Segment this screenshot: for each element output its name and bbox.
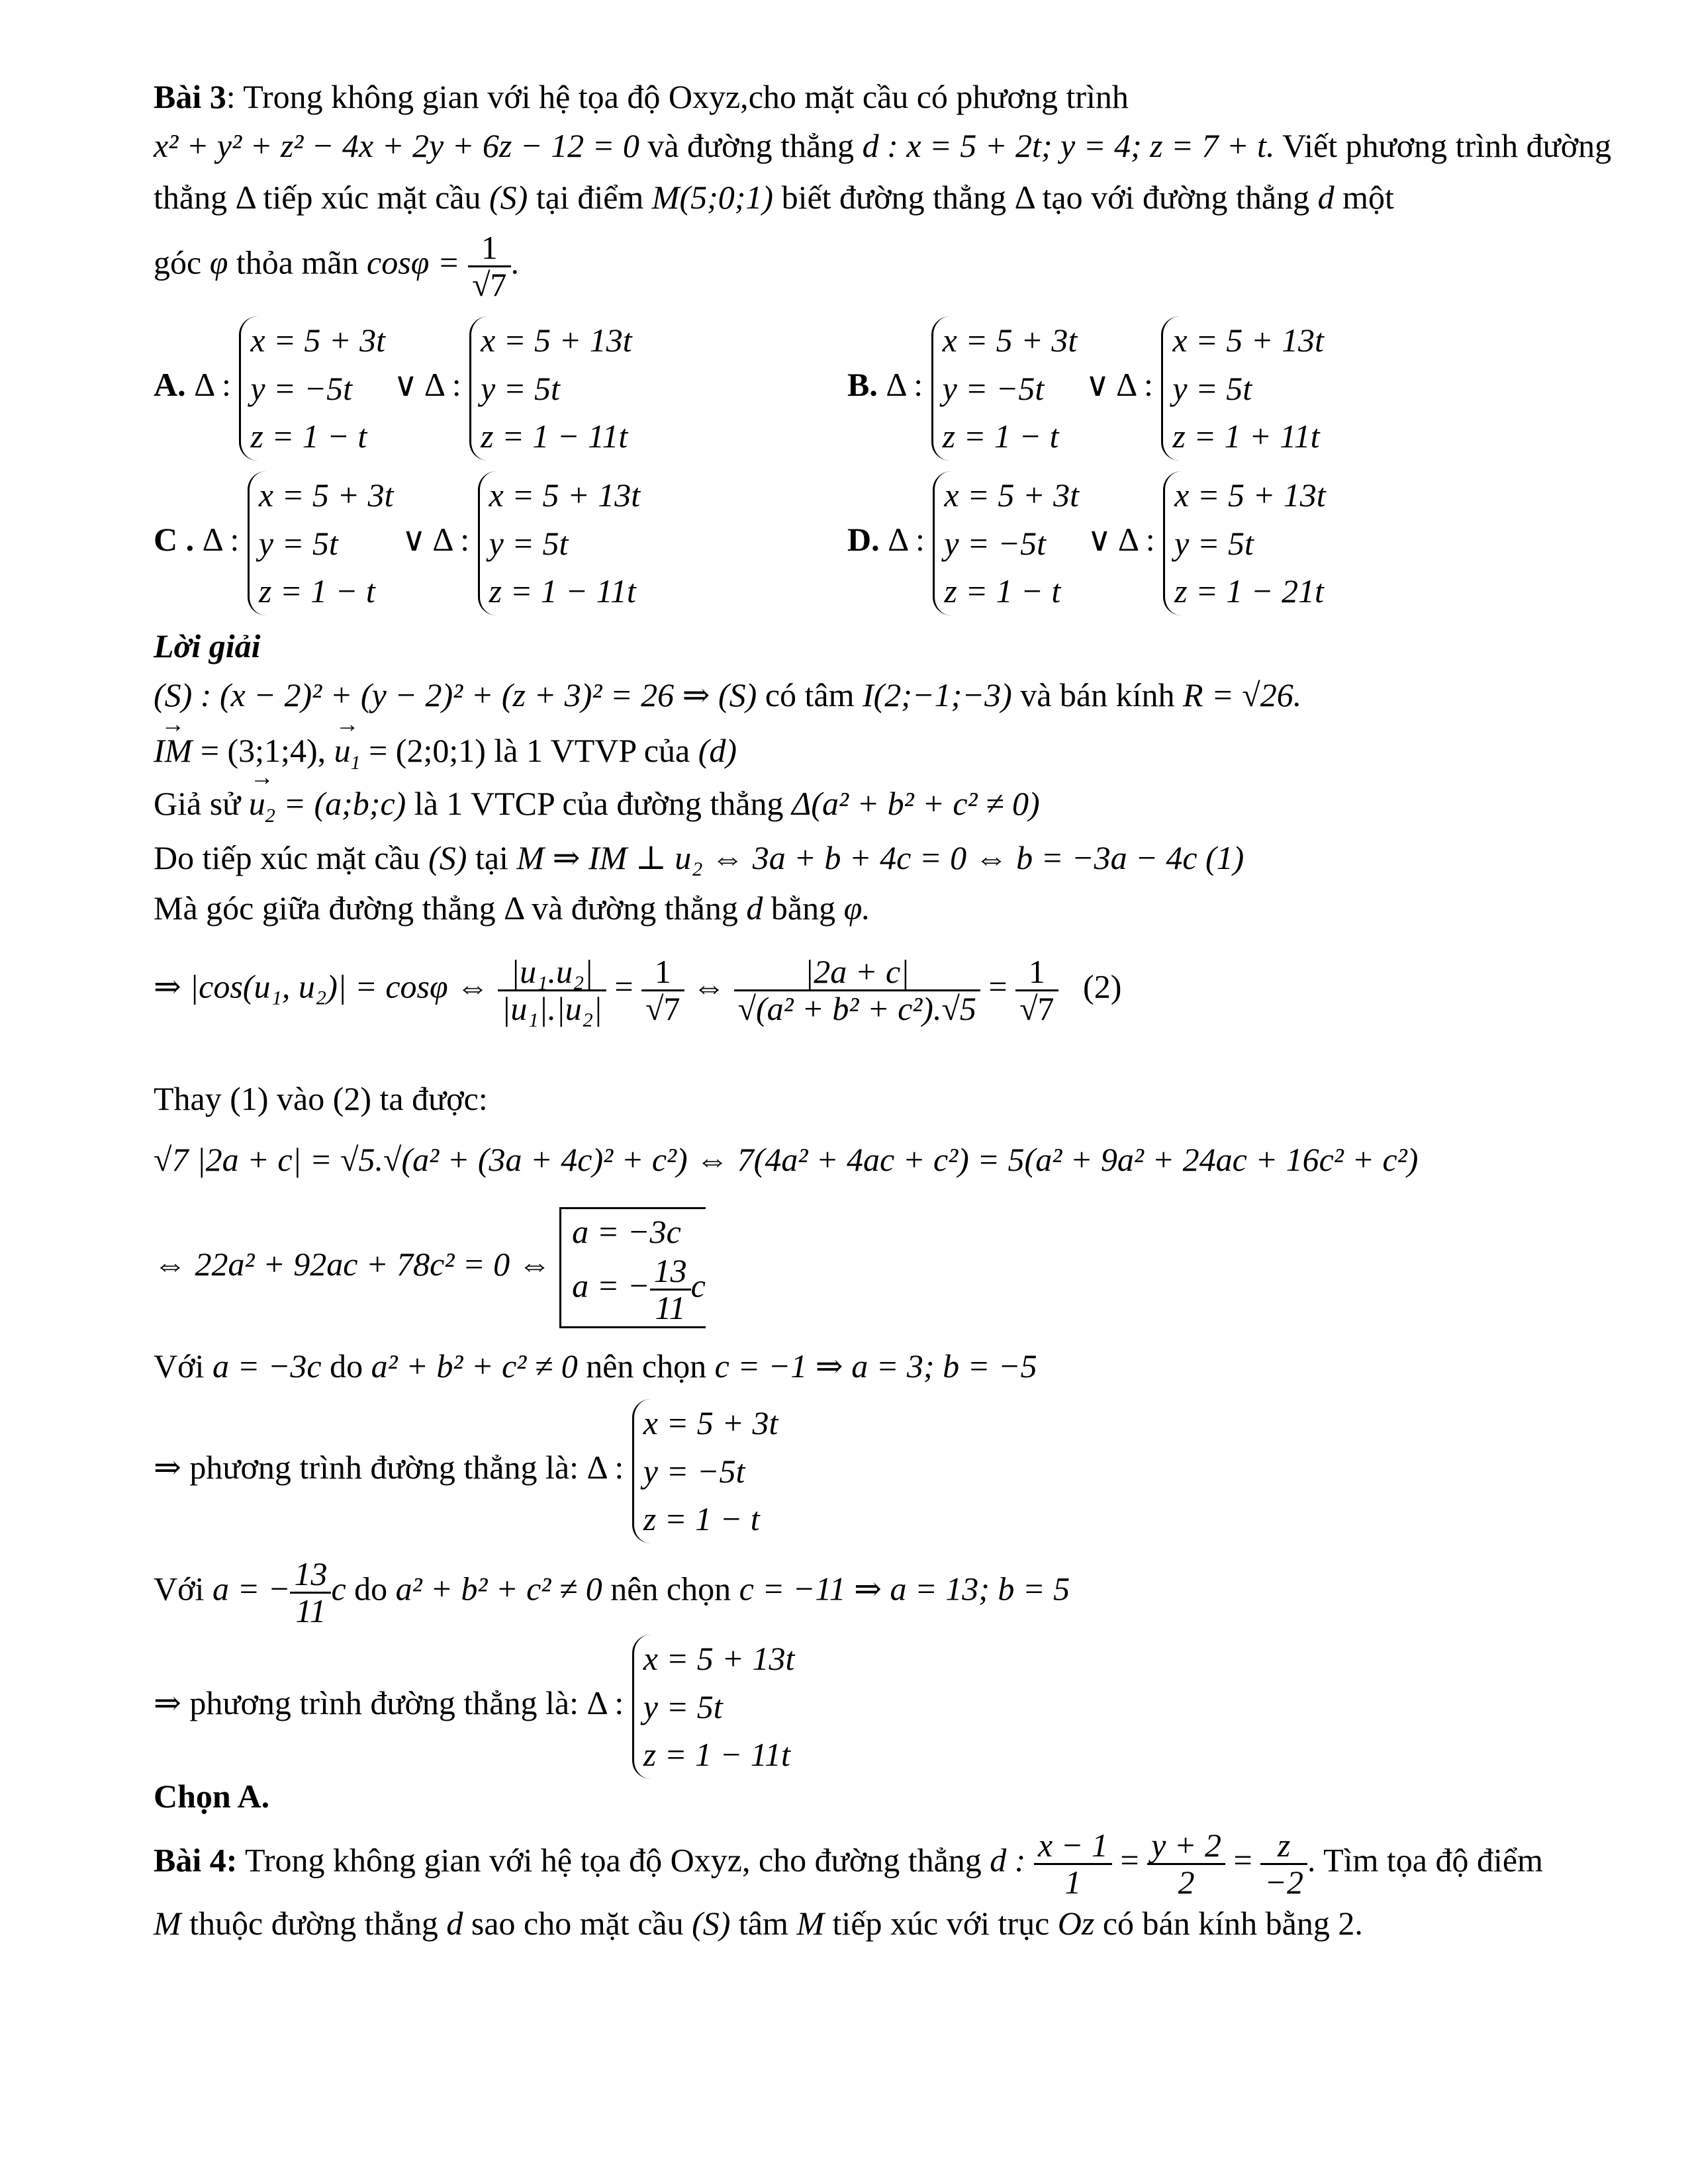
option-a-system-1: x = 5 + 3t y = −5t z = 1 − t <box>239 316 385 461</box>
sphere-equation: x² + y² + z² − 4x + 2y + 6z − 12 = 0 <box>154 127 639 164</box>
solution-step-10: Với a = −3c do a² + b² + c² ≠ 0 nên chọn c = −1 ⇒ a = 3; b = −5 <box>154 1347 1037 1385</box>
solution-step-11: ⇒ phương trình đường thẳng là: Δ : x = 5 + 3t y = −5t z = 1 − t <box>154 1399 778 1543</box>
chosen-answer: Chọn A. <box>154 1778 270 1815</box>
bai4-line2: M thuộc đường thẳng d sao cho mặt cầu (S) tâm M tiếp xúc với trục Oz có bán kính bằng 2. <box>154 1905 1363 1942</box>
option-b-system-1: x = 5 + 3t y = −5t z = 1 − t <box>931 316 1078 461</box>
bai3-line1: Bài 3: Trong không gian với hệ tọa độ Oxyz,cho mặt cầu có phương trình <box>154 78 1129 115</box>
solution-step-7: Thay (1) vào (2) ta được: <box>154 1080 488 1117</box>
solution-step-9: ⇔ 22a² + 92ac + 78c² = 0 ⇔ a = −3c a = − $\frac{13}{11}$ c <box>154 1207 706 1328</box>
option-b-system-2: x = 5 + 13t y = 5t z = 1 + 11t <box>1161 316 1324 461</box>
solution-step-1: (S) : (x − 2)² + (y − 2)² + (z + 3)² = 26 ⇒ (S) có tâm I(2;−1;−3) và bán kính R = √26. <box>154 676 1302 713</box>
bai3-line3: thẳng Δ tiếp xúc mặt cầu (S) tại điểm M(5;0;1) biết đường thẳng Δ tạo với đường thẳng d một <box>154 179 1394 216</box>
bai4-title: Bài 4: <box>154 1841 238 1879</box>
option-c-system-1: x = 5 + 3t y = 5t z = 1 − t <box>248 471 394 615</box>
line-d-equation: d : x = 5 + 2t; y = 4; z = 7 + t. <box>862 127 1275 164</box>
option-c-system-2: x = 5 + 13t y = 5t z = 1 − 11t <box>478 471 641 615</box>
option-a-system-2: x = 5 + 13t y = 5t z = 1 − 11t <box>469 316 632 461</box>
option-d-system-1: x = 5 + 3t y = −5t z = 1 − t <box>933 471 1079 615</box>
solution-step-5: Mà góc giữa đường thẳng Δ và đường thẳng d bằng φ. <box>154 889 870 927</box>
option-b[interactable]: B. Δ : x = 5 + 3t y = −5t z = 1 − t ∨ Δ : x = 5 + 13t y = 5t z = 1 + 11t <box>847 316 1324 461</box>
option-a[interactable]: A. Δ : x = 5 + 3t y = −5t z = 1 − t ∨ Δ : x = 5 + 13t y = 5t z = 1 − 11t <box>154 316 632 461</box>
solution-step-2: → IM = (3;1;4), → $u_1$ = (2;0;1) là 1 VTVP của (d) <box>154 732 737 775</box>
solution-step-8: √7 |2a + c| = √5.√(a² + (3a + 4c)² + c²) ⇔ 7(4a² + 4ac + c²) = 5(a² + 9a² + 24ac + 16c² + c²) <box>154 1141 1419 1178</box>
fraction-1-over-sqrt7: $\frac{1}{√7}$ <box>468 230 510 302</box>
solution-system-1: x = 5 + 3t y = −5t z = 1 − t <box>632 1399 778 1543</box>
solution-step-12: Với a = − $\frac{13}{11}$ c do a² + b² + c² ≠ 0 nên chọn c = −11 ⇒ a = 13; b = 5 <box>154 1555 1070 1629</box>
option-c[interactable]: C . Δ : x = 5 + 3t y = 5t z = 1 − t ∨ Δ : x = 5 + 13t y = 5t z = 1 − 11t <box>154 471 640 615</box>
solution-heading: Lời giải <box>154 627 261 664</box>
bai3-title: Bài 3 <box>154 78 226 115</box>
solution-step-6: ⇒ |cos(u₁, u₂)| = cosφ ⇔ $\frac{\text{|u₁.u₂|}}{\text{|u₁|.|u₂|}}$ = $\frac{1}{√7}$ ⇔ $\frac{|2a + c|}{\text{√(a² + b² + c²).√5}}$ = $\frac{1}{√7}$ (2) <box>154 953 1122 1027</box>
solution-system-2: x = 5 + 13t y = 5t z = 1 − 11t <box>632 1635 795 1779</box>
option-d-system-2: x = 5 + 13t y = 5t z = 1 − 21t <box>1163 471 1326 615</box>
option-d[interactable]: D. Δ : x = 5 + 3t y = −5t z = 1 − t ∨ Δ : x = 5 + 13t y = 5t z = 1 − 21t <box>847 471 1326 615</box>
point-M: M(5;0;1) <box>651 179 774 216</box>
bai3-line4: góc φ thỏa mãn cosφ = $\frac{1}{√7}$ . <box>154 229 520 303</box>
solution-step-3: Giả sử → $u_2$ = (a;b;c) là 1 VTCP của đường thẳng Δ(a² + b² + c² ≠ 0) <box>154 785 1040 828</box>
bai4-line1: Bài 4: Trong không gian với hệ tọa độ Oxyz, cho đường thẳng d : $\frac{x - 1}{1}$ = $\frac{y + 2}{2}$ = $\frac{z}{-2}$ . Tìm tọa độ điểm <box>154 1827 1543 1901</box>
bai3-line2: x² + y² + z² − 4x + 2y + 6z − 12 = 0 và đường thẳng d : x = 5 + 2t; y = 4; z = 7 + t. Viết phương trình đường <box>154 127 1612 164</box>
solution-step-4: Do tiếp xúc mặt cầu (S) tại M ⇒ IM ⊥ u₂ ⇔ 3a + b + 4c = 0 ⇔ b = −3a − 4c (1) <box>154 839 1244 876</box>
solution-step-13: ⇒ phương trình đường thẳng là: Δ : x = 5 + 13t y = 5t z = 1 − 11t <box>154 1635 794 1779</box>
solution-bracket: a = −3c a = − $\frac{13}{11}$ c <box>559 1207 706 1328</box>
